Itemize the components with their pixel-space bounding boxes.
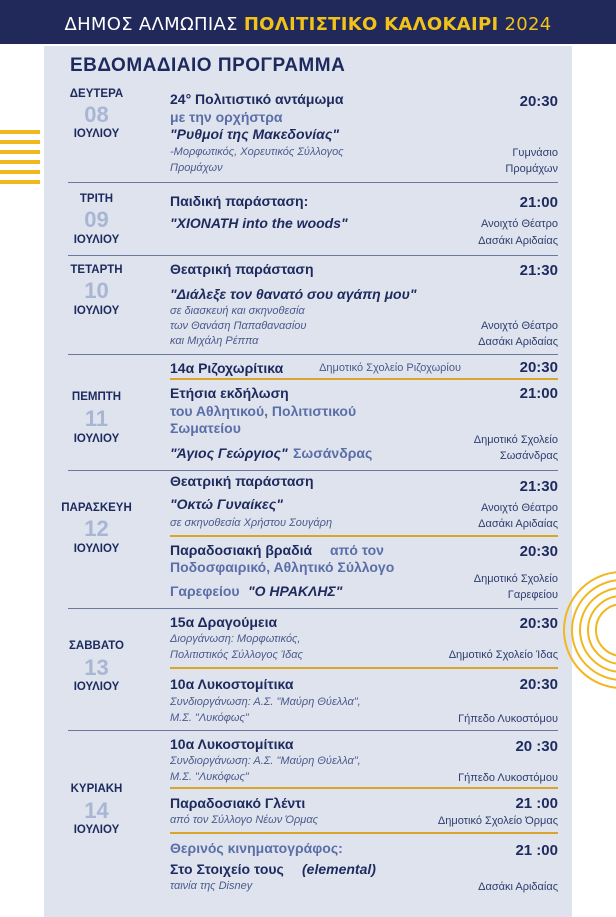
day-number: 08: [84, 102, 109, 127]
day-month: ΙΟΥΛΙΟΥ: [73, 824, 120, 836]
event-place: Δημοτικό Σχολείο Ριζοχωρίου: [319, 362, 461, 374]
day-number: 09: [84, 207, 109, 232]
event-line: "Οκτώ Γυναίκες": [170, 496, 283, 512]
day-name: ΠΑΡΑΣΚΕΥΗ: [61, 502, 132, 514]
day-name: ΤΕΤΑΡΤΗ: [70, 264, 123, 276]
event-time: 21:30: [519, 262, 558, 279]
day-month: ΙΟΥΛΙΟΥ: [73, 128, 120, 140]
event-detail: -Μορφωτικός, Χορευτικός Σύλλογος: [170, 146, 344, 158]
event-detail: και Μιχάλη Ρέππα: [170, 335, 259, 347]
event-detail: Συνδιοργάνωση: Α.Σ. "Μαύρη Θύελλα",: [170, 696, 361, 708]
event-place: Ανοιχτό Θέατρο: [480, 502, 558, 514]
event-title: 24° Πολιτιστικό αντάμωμα: [170, 91, 344, 107]
event-detail: των Θανάση Παπαθανασίου: [170, 320, 307, 332]
event-divider: [170, 378, 558, 380]
event-place: Γυμνάσιο: [512, 147, 558, 159]
page-title: ΕΒΔΟΜΑΔΙΑΙΟ ΠΡΟΓΡΑΜΜΑ: [70, 55, 346, 76]
event-place: Δασάκι Αριδαίας: [478, 235, 558, 247]
divider: [68, 608, 558, 609]
header-banner: [0, 0, 616, 44]
day-name: ΚΥΡΙΑΚΗ: [70, 783, 123, 795]
divider: [68, 255, 558, 256]
event-place: Γήπεδο Λυκοστόμου: [458, 772, 558, 784]
event-detail: Συνδιοργάνωση: Α.Σ. "Μαύρη Θύελλα",: [170, 755, 361, 767]
day-month: ΙΟΥΛΙΟΥ: [73, 543, 120, 555]
day-name: ΤΡΙΤΗ: [79, 193, 114, 205]
day-name: ΣΑΒΒΑΤΟ: [69, 640, 124, 652]
divider: [68, 730, 558, 731]
event-title: Παιδική παράσταση:: [170, 193, 309, 209]
day-name: ΠΕΜΠΤΗ: [71, 391, 122, 403]
event-divider: [170, 787, 558, 789]
event-place: Γήπεδο Λυκοστόμου: [458, 713, 558, 725]
event-title: Παραδοσιακό Γλέντι: [170, 795, 306, 811]
day-number: 12: [84, 516, 109, 541]
event-place: Δασάκι Αριδαίας: [478, 518, 558, 530]
divider: [68, 470, 558, 471]
event-time: 20:30: [519, 676, 558, 693]
day-month: ΙΟΥΛΙΟΥ: [73, 681, 120, 693]
event-title: 10α Λυκοστομίτικα: [170, 736, 294, 752]
event-line: με την ορχήστρα: [170, 109, 283, 125]
event-time: 20:30: [519, 615, 558, 632]
day-number: 14: [84, 798, 109, 823]
header-year: 2024: [504, 14, 552, 35]
event-place: Δασάκι Αριδαίας: [478, 336, 558, 348]
day-month: ΙΟΥΛΙΟΥ: [73, 234, 120, 246]
event-title: Θεατρική παράσταση: [170, 261, 314, 277]
event-line: Σωματείου: [170, 420, 241, 436]
event-time: 20:30: [519, 93, 558, 110]
event-detail: Προμάχων: [170, 162, 223, 174]
event-divider: [170, 832, 558, 834]
event-line: του Αθλητικού, Πολιτιστικού: [170, 403, 357, 419]
event-place: Δημοτικό Σχολείο: [473, 573, 558, 585]
event-place: Δημοτικό Σχολείο Ίδας: [448, 649, 558, 661]
event-title: Θεατρική παράσταση: [170, 473, 314, 489]
event-title: 14α Ριζοχωρίτικα: [170, 360, 284, 376]
event-line: Ποδοσφαιρικό, Αθλητικό Σύλλογο: [170, 559, 395, 575]
day-name: ΔΕΥΤΕΡΑ: [69, 88, 124, 100]
decorative-circles: [560, 560, 616, 700]
event-line: "Άγιος Γεώργιος": [170, 445, 288, 461]
event-place: Δημοτικό Σχολείο Όρμας: [437, 815, 558, 827]
event-title: Παραδοσιακή βραδιά: [170, 542, 313, 558]
event-line: "Διάλεξε τον θανατό σου αγάπη μου": [170, 286, 417, 302]
event-time: 21:00: [519, 194, 558, 211]
event-time: 20:30: [519, 543, 558, 560]
event-time: 21 :00: [515, 795, 558, 812]
event-line: από τον: [330, 542, 384, 558]
day-month: ΙΟΥΛΙΟΥ: [73, 433, 120, 445]
day-month: ΙΟΥΛΙΟΥ: [73, 305, 120, 317]
event-place: Ανοιχτό Θέατρο: [480, 218, 558, 230]
event-detail: Μ.Σ. "Λυκόφως": [170, 712, 249, 724]
day-number: 11: [84, 406, 109, 431]
event-place: Προμάχων: [505, 163, 558, 175]
event-detail: σε σκηνοθεσία Χρήστου Σουγάρη: [170, 517, 333, 529]
decorative-stripes: [0, 130, 40, 190]
event-detail: Μ.Σ. "Λυκόφως": [170, 771, 249, 783]
day-number: 10: [84, 278, 109, 303]
event-place: Σωσάνδρας: [499, 450, 558, 462]
event-place: Δημοτικό Σχολείο: [473, 434, 558, 446]
divider: [68, 354, 558, 355]
day-number: 13: [84, 655, 109, 680]
event-time: 20:30: [519, 359, 558, 376]
event-line: (elemental): [302, 861, 376, 877]
event-divider: [170, 667, 558, 669]
event-detail: Διοργάνωση: Μορφωτικός,: [170, 633, 301, 645]
event-time: 21:30: [519, 478, 558, 495]
header-municipality: ΔΗΜΟΣ ΑΛΜΩΠΙΑΣ: [64, 14, 238, 35]
event-line: Σωσάνδρας: [293, 445, 373, 461]
event-detail: σε διασκευή και σκηνοθεσία: [170, 305, 305, 317]
header-festival: ΠΟΛΙΤΙΣΤΙΚΟ ΚΑΛΟΚΑΙΡΙ: [243, 14, 499, 35]
event-line: Στο Στοιχείο τους: [170, 861, 284, 877]
event-detail: από τον Σύλλογο Νέων Όρμας: [170, 814, 318, 826]
event-place: Γαρεφείου: [507, 589, 558, 601]
event-time: 21:00: [519, 385, 558, 402]
event-detail: Πολιτιστικός Σύλλογος Ίδας: [170, 649, 303, 661]
event-time: 20 :30: [515, 738, 558, 755]
event-line: "Ρυθμοί της Μακεδονίας": [170, 126, 339, 142]
divider: [68, 182, 558, 183]
event-time: 21 :00: [515, 842, 558, 859]
event-line: Γαρεφείου: [170, 583, 240, 599]
event-divider: [170, 535, 558, 537]
event-place: Ανοιχτό Θέατρο: [480, 320, 558, 332]
event-detail: ταινία της Disney: [170, 880, 253, 892]
event-title: Ετήσια εκδήλωση: [170, 385, 289, 401]
event-title: 15α Δραγούμεια: [170, 614, 278, 630]
event-place: Δασάκι Αριδαίας: [478, 881, 558, 893]
event-line: "Ο ΗΡΑΚΛΗΣ": [248, 583, 343, 599]
event-title: Θερινός κινηματογράφος:: [170, 840, 343, 856]
event-line: "ΧΙΟΝΑΤΗ into the woods": [170, 215, 348, 231]
event-title: 10α Λυκοστομίτικα: [170, 676, 294, 692]
